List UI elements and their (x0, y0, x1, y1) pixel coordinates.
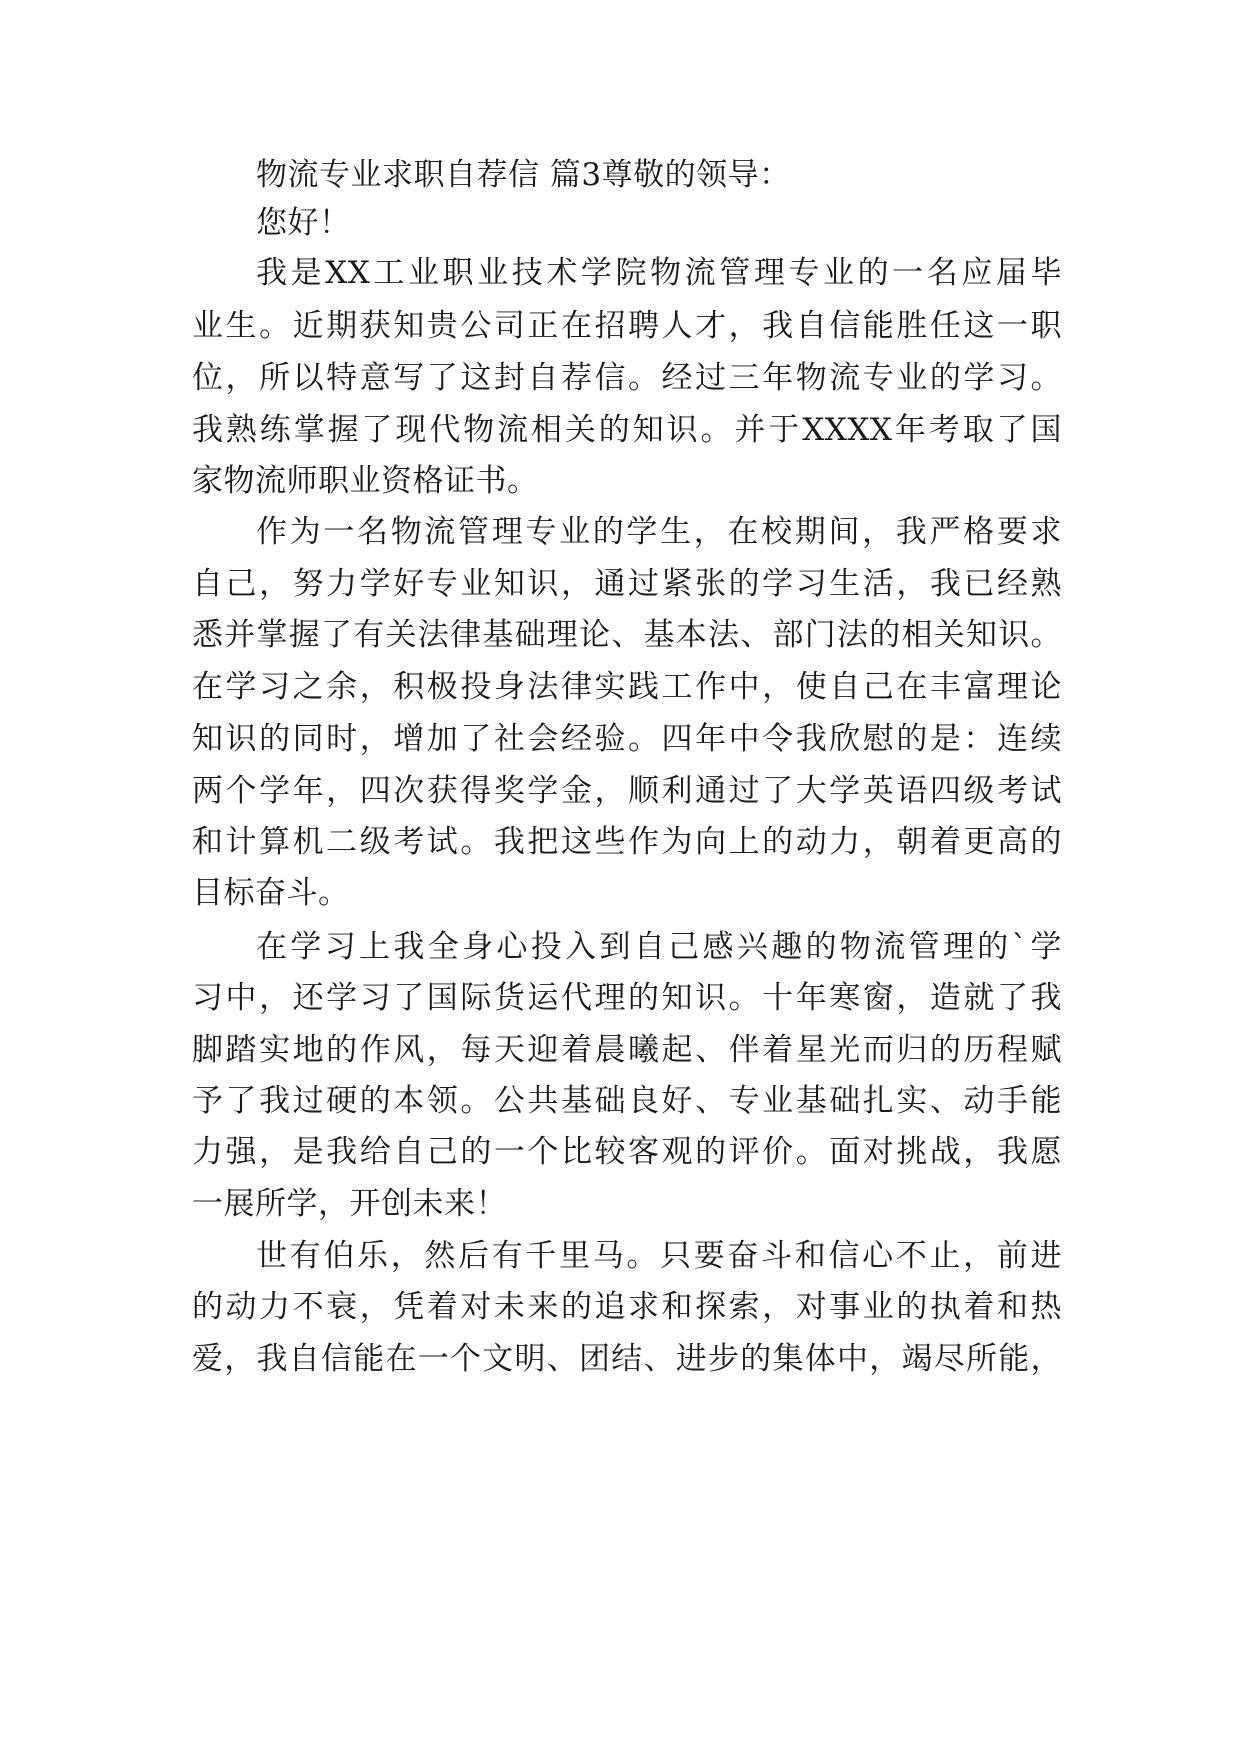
paragraph-1-line-1: 我是XX工业职业技术学院物流管理专业的一名应届毕 (256, 255, 1062, 291)
paragraph-2-line-6: 两个学年，四次获得奖学金，顺利通过了大学英语四级考试 (192, 773, 1062, 809)
greeting: 您好！ (256, 205, 351, 241)
paragraph-3-line-1: 在学习上我全身心投入到自己感兴趣的物流管理的`学 (256, 929, 1062, 965)
paragraph-1-line-3: 位，所以特意写了这封自荐信。经过三年物流专业的学习。 (192, 360, 1062, 396)
paragraph-4-line-2: 的动力不衰，凭着对未来的追求和探索，对事业的执着和热 (192, 1289, 1062, 1325)
paragraph-1-line-5: 家物流师职业资格证书。 (192, 463, 539, 499)
paragraph-2-line-3: 悉并掌握了有关法律基础理论、基本法、部门法的相关知识。 (192, 617, 1062, 653)
paragraph-4-line-1: 世有伯乐，然后有千里马。只要奋斗和信心不止，前进 (256, 1238, 1062, 1274)
paragraph-2-line-8: 目标奋斗。 (192, 875, 350, 911)
letter-heading: 物流专业求职自荐信 篇3尊敬的领导： (256, 157, 791, 193)
paragraph-2-line-1: 作为一名物流管理专业的学生，在校期间，我严格要求 (256, 514, 1062, 550)
paragraph-3-line-3: 脚踏实地的作风，每天迎着晨曦起、伴着星光而归的历程赋 (192, 1032, 1062, 1068)
paragraph-1-line-4: 我熟练掌握了现代物流相关的知识。并于XXXX年考取了国 (192, 412, 1062, 448)
paragraph-2-line-5: 知识的同时，增加了社会经验。四年中令我欣慰的是：连续 (192, 721, 1062, 757)
paragraph-3-line-5: 力强，是我给自己的一个比较客观的评价。面对挑战，我愿 (192, 1134, 1062, 1170)
paragraph-2-line-4: 在学习之余，积极投身法律实践工作中，使自己在丰富理论 (192, 669, 1062, 705)
paragraph-3-line-2: 习中，还学习了国际货运代理的知识。十年寒窗，造就了我 (192, 980, 1062, 1016)
paragraph-2-line-7: 和计算机二级考试。我把这些作为向上的动力，朝着更高的 (192, 824, 1062, 860)
paragraph-4-line-3: 爱，我自信能在一个文明、团结、进步的集体中，竭尽所能， (192, 1341, 1062, 1377)
paragraph-2-line-2: 自己，努力学好专业知识，通过紧张的学习生活，我已经熟 (192, 566, 1062, 602)
paragraph-3-line-6: 一展所学，开创未来！ (192, 1186, 507, 1222)
paragraph-3-line-4: 予了我过硬的本领。公共基础良好、专业基础扎实、动手能 (192, 1083, 1062, 1119)
paragraph-1-line-2: 业生。近期获知贵公司正在招聘人才，我自信能胜任这一职 (192, 308, 1062, 344)
